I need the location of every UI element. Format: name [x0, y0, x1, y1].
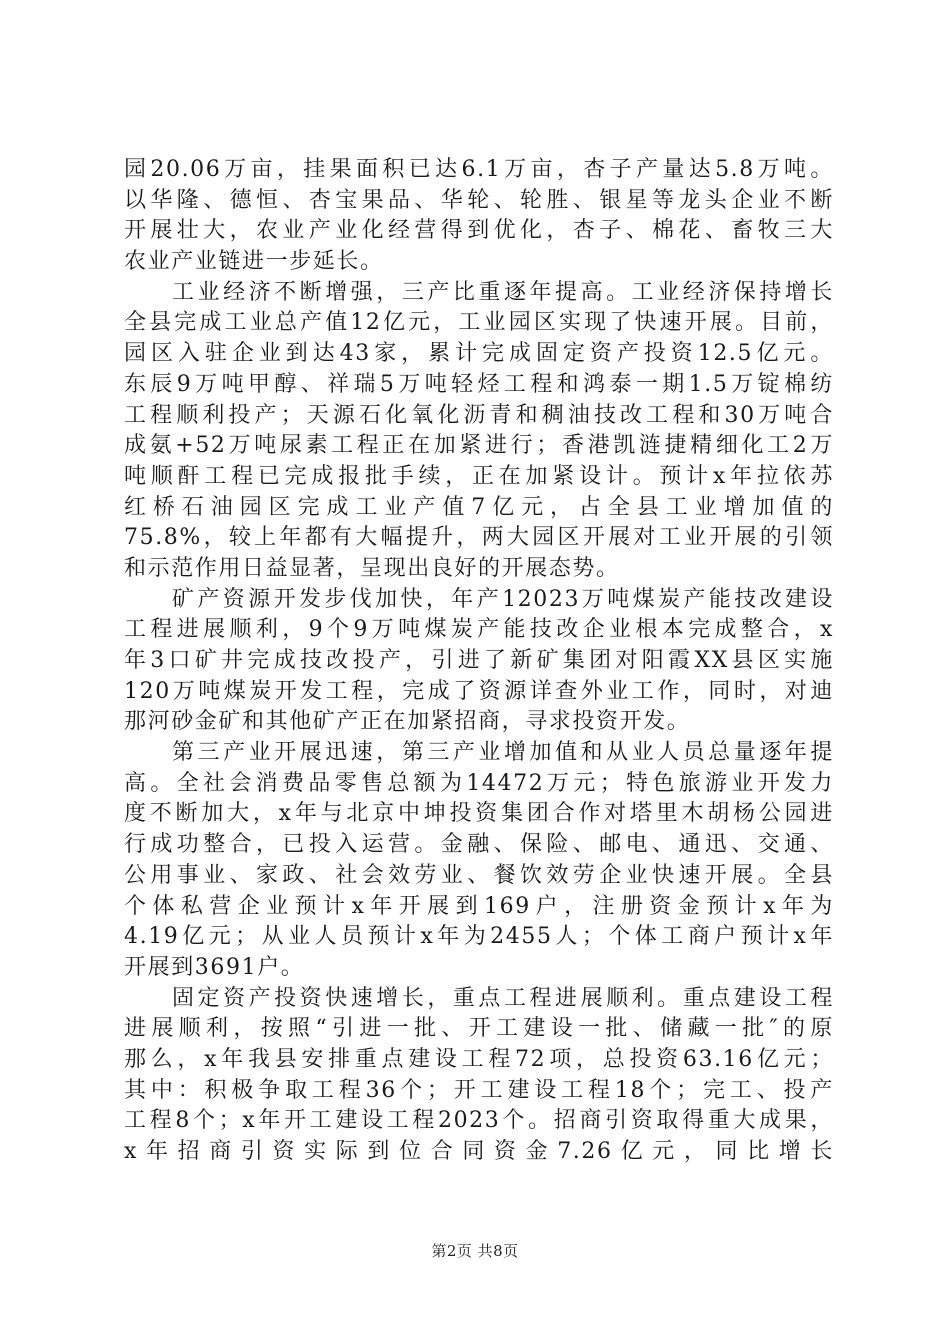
text-line: 吨顺酐工程已完成报批手续，正在加紧设计。预计x年拉依苏 — [124, 463, 834, 489]
paragraph-start: 矿产资源开发步伐加快，年产12023万吨煤炭产能技改建设 — [172, 586, 834, 612]
text-line: 公用事业、家政、社会效劳业、餐饮效劳企业快速开展。全县 — [124, 862, 834, 888]
text-line: 度不断加大，x年与北京中坤投资集团合作对塔里木胡杨公园进 — [124, 801, 834, 827]
paragraph-start: 第三产业开展迅速，第三产业增加值和从业人员总量逐年提 — [172, 740, 834, 766]
text-line: 4.19亿元；从业人员预计x年为2455人；个体工商户预计x年 — [124, 924, 834, 950]
text-line: 园区入驻企业到达43家，累计完成固定资产投资12.5亿元。 — [124, 341, 834, 367]
page-footer: 第2页 共8页 — [431, 1242, 519, 1260]
text-line: 工程顺利投产；天源石化氧化沥青和稠油技改工程和30万吨合 — [124, 402, 834, 428]
body-text — [124, 155, 834, 1168]
paragraph-start: 工业经济不断增强，三产比重逐年提高。工业经济保持增长 — [172, 279, 834, 305]
text-line: 120万吨煤炭开发工程，完成了资源详查外业工作，同时，对迪 — [124, 678, 834, 704]
text-line: 年3口矿井完成技改投产，引进了新矿集团对阳霞XX县区实施 — [124, 648, 834, 673]
text-line: 其中：积极争取工程36个；开工建设工程18个；完工、投产 — [124, 1077, 834, 1103]
text-line: 行成功整合，已投入运营。金融、保险、邮电、通迅、交通、 — [124, 832, 834, 858]
text-line: 农业产业链进一步延长。 — [124, 249, 384, 275]
text-line: 园20.06万亩，挂果面积已达6.1万亩，杏子产量达5.8万吨。 — [124, 157, 834, 182]
text-line: 工程进展顺利，9个9万吨煤炭产能技改企业根本完成整合，x — [124, 617, 834, 643]
text-line: 那河砂金矿和其他矿产正在加紧招商，寻求投资开发。 — [124, 709, 691, 735]
text-line: 东辰9万吨甲醇、祥瑞5万吨轻烃工程和鸿泰一期1.5万锭棉纺 — [124, 371, 834, 397]
text-line: 开展到3691户。 — [124, 954, 305, 980]
text-line: 个体私营企业预计x年开展到169户，注册资金预计x年为 — [124, 893, 834, 919]
text-line: 高。全社会消费品零售总额为14472万元；特色旅游业开发力 — [124, 770, 834, 796]
text-line: 全县完成工业总产值12亿元，工业园区实现了快速开展。目前， — [124, 310, 834, 336]
text-line: 工程8个；x年开工建设工程2023个。招商引资取得重大成果， — [124, 1108, 834, 1134]
text-line: 成氨+52万吨尿素工程正在加紧进行；香港凯涟捷精细化工2万 — [124, 433, 834, 459]
text-line: 进展顺利，按照“引进一批、开工建设一批、储藏一批″的原 — [124, 1016, 834, 1042]
text-line: 75.8%，较上年都有大幅提升，两大园区开展对工业开展的引领 — [124, 525, 834, 551]
text-line: 那么，x年我县安排重点建设工程72项，总投资63.16亿元； — [124, 1046, 834, 1072]
text-line: 红桥石油园区完成工业产值7亿元，占全县工业增加值的 — [124, 494, 834, 520]
text-line: 开展壮大，农业产业化经营得到优化，杏子、棉花、畜牧三大 — [124, 218, 834, 244]
text-line: 和示范作用日益显著，呈现出良好的开展态势。 — [124, 555, 620, 581]
paragraph-start: 固定资产投资快速增长，重点工程进展顺利。重点建设工程 — [172, 985, 834, 1011]
text-line: x年招商引资实际到位合同资金7.26亿元，同比增长 — [124, 1139, 834, 1164]
text-line: 以华隆、德恒、杏宝果品、华轮、轮胜、银星等龙头企业不断 — [124, 187, 834, 213]
